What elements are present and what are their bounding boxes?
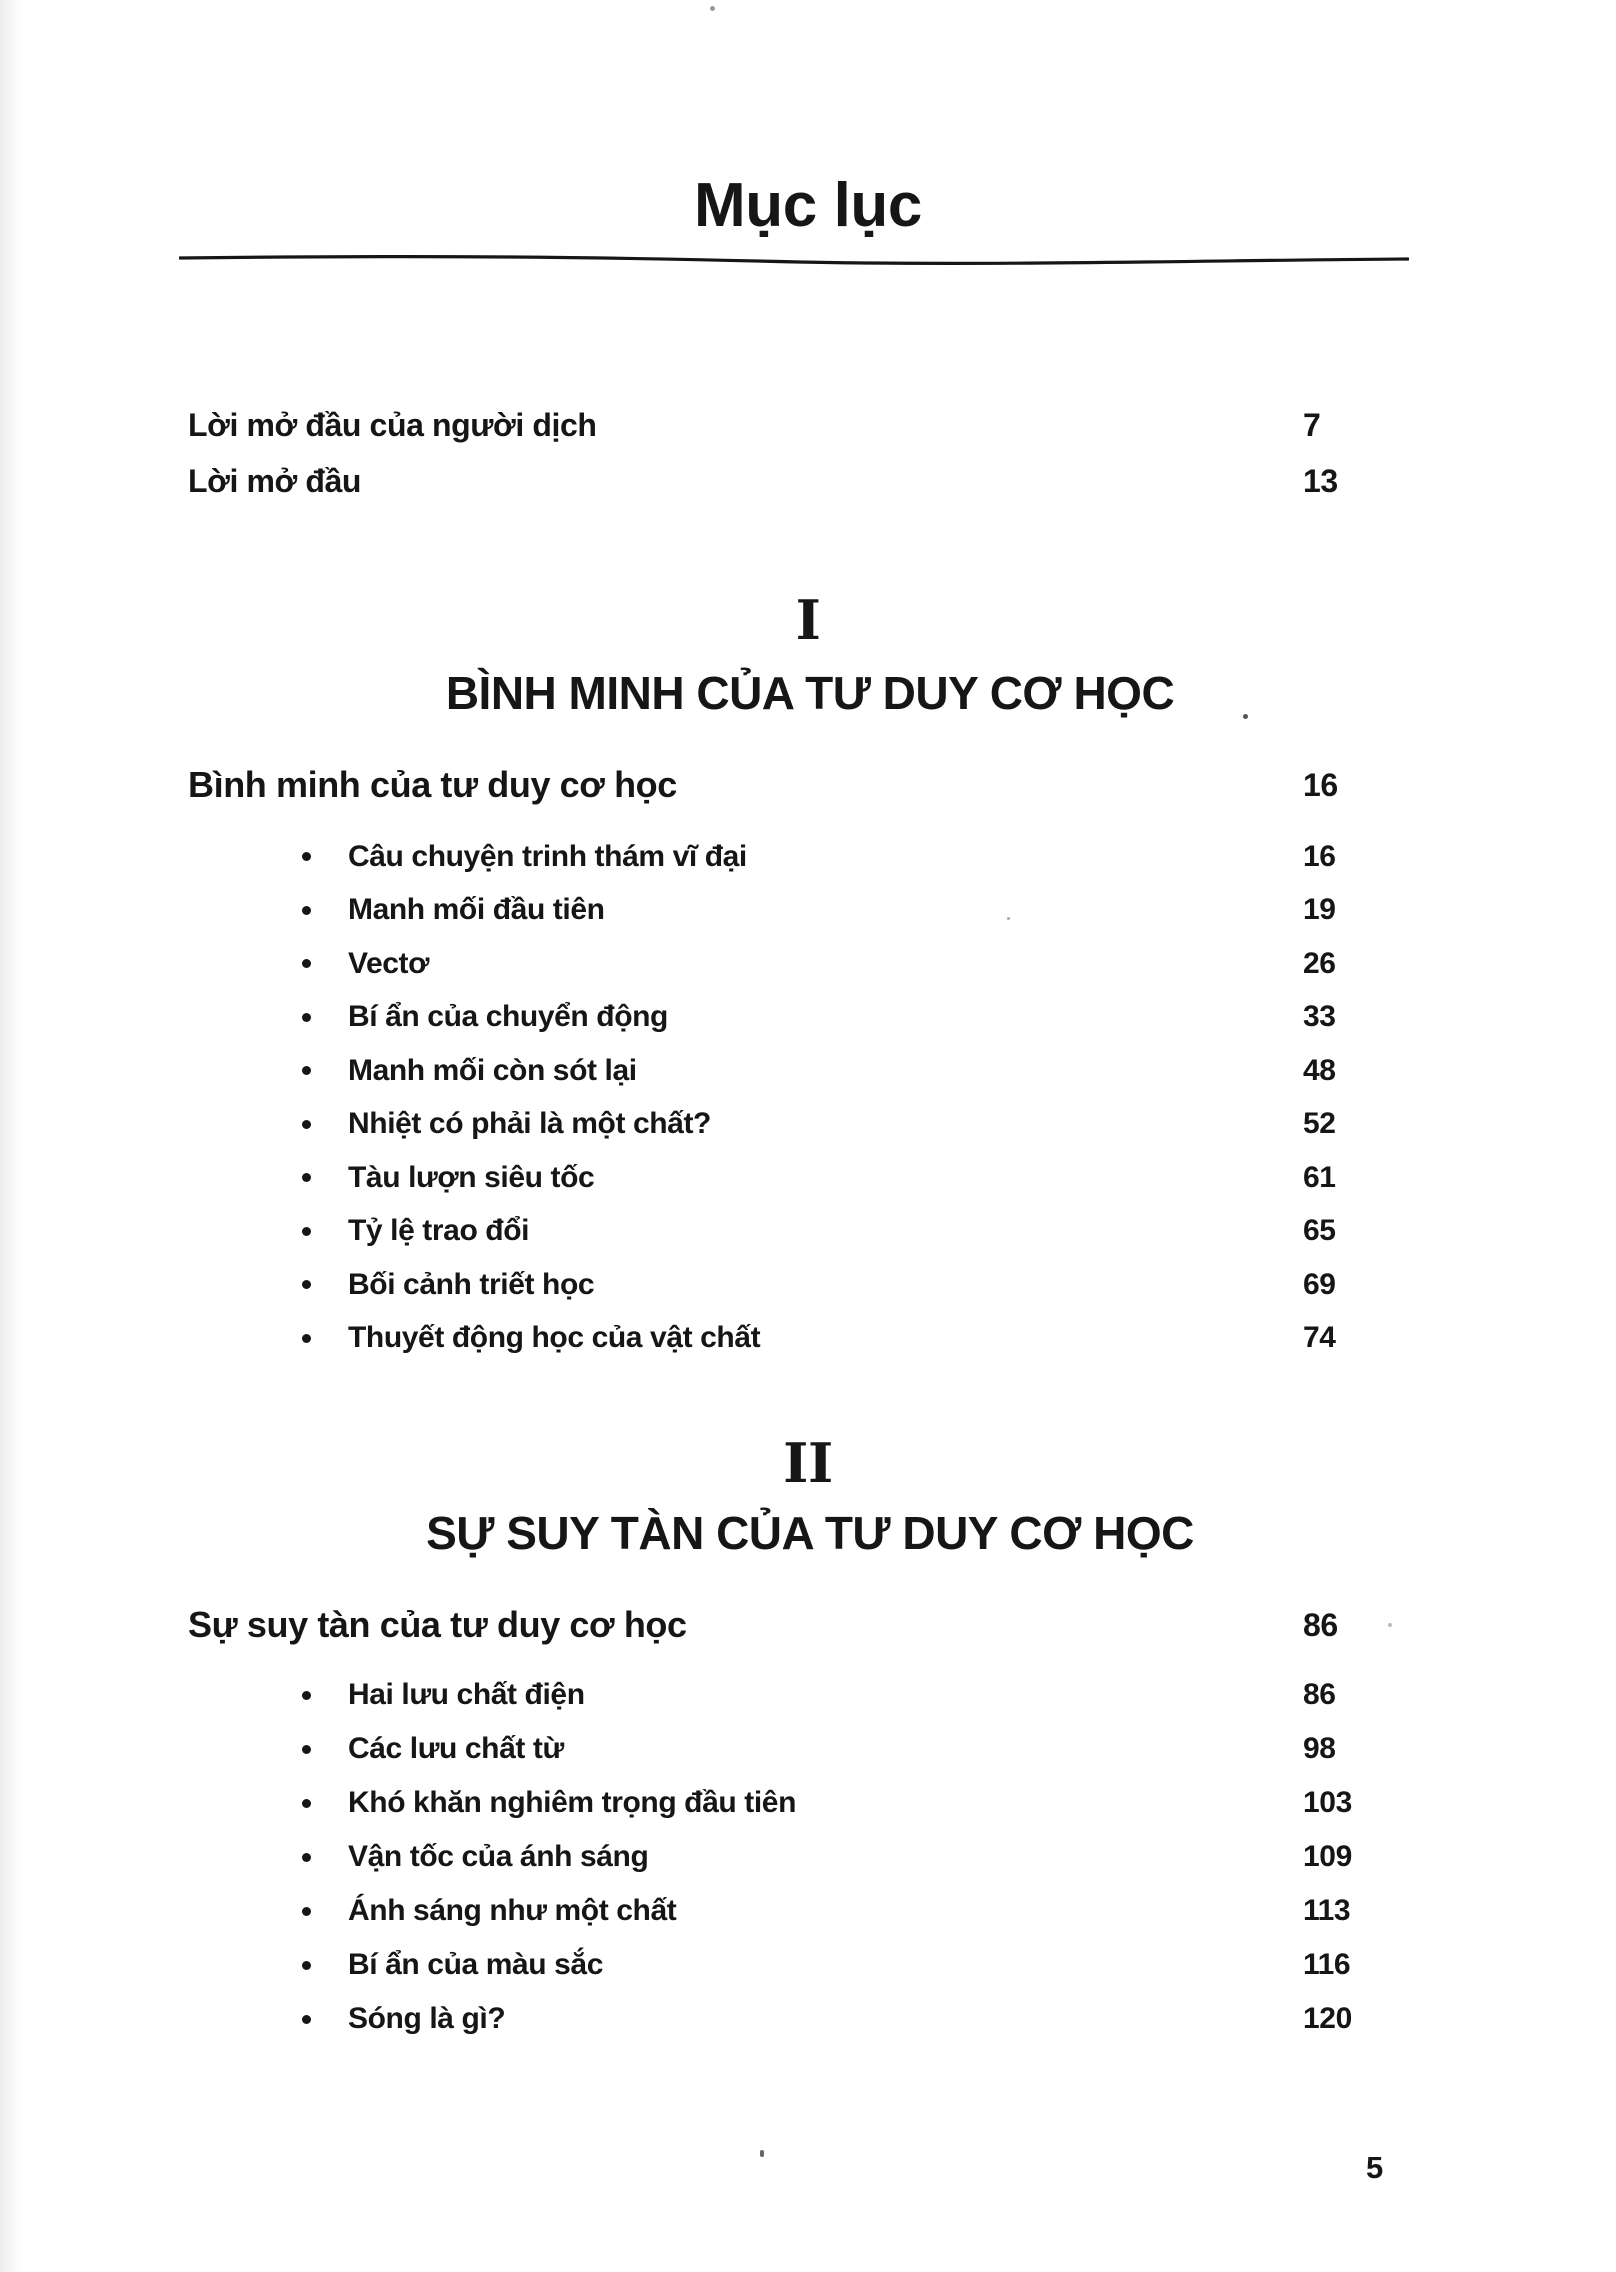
toc-entry-page: 86 bbox=[1303, 1678, 1336, 1711]
toc-entry bbox=[188, 1205, 1440, 1259]
section-numeral: I bbox=[795, 588, 821, 652]
bullet-icon bbox=[302, 1280, 311, 1289]
section-item-list bbox=[188, 1668, 1440, 2046]
scan-speck bbox=[710, 6, 715, 11]
chapter-entry bbox=[188, 1597, 1440, 1653]
toc-entry-page: 103 bbox=[1303, 1786, 1352, 1819]
toc-entry-title: Lời mở đầu bbox=[188, 462, 362, 499]
toc-entry-title: Nhiệt có phải là một chất? bbox=[348, 1107, 711, 1141]
toc-entry-page: 7 bbox=[1303, 406, 1321, 443]
bullet-icon bbox=[302, 1961, 311, 1970]
toc-entry bbox=[188, 1258, 1440, 1312]
toc-entry bbox=[188, 453, 1440, 509]
title-underline bbox=[179, 252, 1409, 266]
bullet-icon bbox=[302, 1799, 311, 1808]
toc-entry bbox=[188, 991, 1440, 1045]
toc-entry bbox=[188, 1830, 1440, 1884]
toc-entry-page: 74 bbox=[1303, 1321, 1336, 1355]
toc-entry-title: Các lưu chất từ bbox=[348, 1732, 564, 1765]
toc-entry-page: 65 bbox=[1303, 1214, 1336, 1248]
toc-entry-page: 13 bbox=[1303, 462, 1338, 499]
toc-entry bbox=[188, 1151, 1440, 1205]
toc-entry bbox=[188, 1992, 1440, 2046]
bullet-icon bbox=[302, 1013, 311, 1022]
page-title: Mục lục bbox=[693, 171, 922, 240]
toc-entry-page: 48 bbox=[1303, 1053, 1336, 1087]
chapter-page: 16 bbox=[1303, 766, 1338, 803]
bullet-icon bbox=[302, 852, 311, 861]
toc-entry-page: 61 bbox=[1303, 1160, 1336, 1194]
bullet-icon bbox=[302, 1691, 311, 1700]
folio-page-number: 5 bbox=[1366, 2150, 1383, 2185]
toc-entry-title: Câu chuyện trinh thám vĩ đại bbox=[348, 839, 747, 873]
toc-entry-title: Tỷ lệ trao đổi bbox=[348, 1214, 530, 1248]
toc-entry-title: Thuyết động học của vật chất bbox=[348, 1321, 761, 1355]
scan-speck bbox=[760, 2150, 764, 2157]
toc-entry-page: 120 bbox=[1303, 2002, 1352, 2035]
chapter-title: Sự suy tàn của tư duy cơ học bbox=[188, 1604, 687, 1645]
toc-entry-title: Bối cảnh triết học bbox=[348, 1267, 595, 1301]
section-heading: BÌNH MINH CỦA TƯ DUY CƠ HỌC bbox=[445, 667, 1175, 719]
toc-entry bbox=[188, 1312, 1440, 1366]
chapter-page: 86 bbox=[1303, 1606, 1338, 1643]
toc-entry bbox=[188, 884, 1440, 938]
toc-entry bbox=[188, 1098, 1440, 1152]
toc-entry-title: Manh mối còn sót lại bbox=[348, 1053, 637, 1087]
toc-entry-title: Lời mở đầu của người dịch bbox=[188, 406, 597, 443]
toc-entry-title: Bí ẩn của màu sắc bbox=[348, 1948, 603, 1981]
toc-entry-title: Tàu lượn siêu tốc bbox=[348, 1160, 595, 1194]
toc-entry-page: 116 bbox=[1303, 1948, 1351, 1981]
toc-entry-page: 19 bbox=[1303, 893, 1336, 927]
toc-entry-page: 16 bbox=[1303, 839, 1336, 873]
chapter-title: Bình minh của tư duy cơ học bbox=[188, 764, 677, 805]
section-item-list bbox=[188, 830, 1440, 1365]
toc-entry-page: 109 bbox=[1303, 1840, 1352, 1873]
toc-entry-title: Hai lưu chất điện bbox=[348, 1678, 585, 1711]
bullet-icon bbox=[302, 1745, 311, 1754]
toc-entry-page: 98 bbox=[1303, 1732, 1336, 1765]
scan-speck bbox=[1007, 917, 1010, 920]
toc-entry-page: 52 bbox=[1303, 1107, 1336, 1141]
toc-entry-title: Bí ẩn của chuyển động bbox=[348, 1000, 668, 1034]
bullet-icon bbox=[302, 1120, 311, 1129]
toc-entry-page: 33 bbox=[1303, 1000, 1336, 1034]
section-heading: SỰ SUY TÀN CỦA TƯ DUY CƠ HỌC bbox=[426, 1507, 1194, 1559]
bullet-icon bbox=[302, 906, 311, 915]
front-matter-list bbox=[188, 397, 1440, 509]
bullet-icon bbox=[302, 2015, 311, 2024]
toc-entry bbox=[188, 1668, 1440, 1722]
bullet-icon bbox=[302, 959, 311, 968]
bullet-icon bbox=[302, 1334, 311, 1343]
toc-entry bbox=[188, 1938, 1440, 1992]
toc-entry bbox=[188, 937, 1440, 991]
toc-entry bbox=[188, 1722, 1440, 1776]
toc-entry-title: Manh mối đầu tiên bbox=[348, 893, 605, 927]
toc-entry-title: Ánh sáng như một chất bbox=[348, 1894, 677, 1927]
toc-entry-title: Vận tốc của ánh sáng bbox=[348, 1840, 649, 1873]
toc-entry-title: Sóng là gì? bbox=[348, 2002, 506, 2035]
scan-speck bbox=[1243, 714, 1248, 719]
bullet-icon bbox=[302, 1907, 311, 1916]
scan-edge-shadow bbox=[0, 0, 22, 2272]
toc-entry-page: 26 bbox=[1303, 946, 1336, 980]
bullet-icon bbox=[302, 1173, 311, 1182]
chapter-entry bbox=[188, 757, 1440, 813]
toc-entry-title: Vectơ bbox=[348, 946, 430, 980]
toc-entry-title: Khó khăn nghiêm trọng đầu tiên bbox=[348, 1786, 796, 1819]
toc-entry bbox=[188, 830, 1440, 884]
scan-speck bbox=[1388, 1623, 1392, 1627]
toc-entry bbox=[188, 1044, 1440, 1098]
toc-entry bbox=[188, 1884, 1440, 1938]
section-numeral: II bbox=[783, 1431, 833, 1495]
toc-entry-page: 69 bbox=[1303, 1267, 1336, 1301]
bullet-icon bbox=[302, 1853, 311, 1862]
toc-entry bbox=[188, 1776, 1440, 1830]
toc-entry-page: 113 bbox=[1303, 1894, 1351, 1927]
toc-entry bbox=[188, 397, 1440, 453]
bullet-icon bbox=[302, 1227, 311, 1236]
bullet-icon bbox=[302, 1066, 311, 1075]
